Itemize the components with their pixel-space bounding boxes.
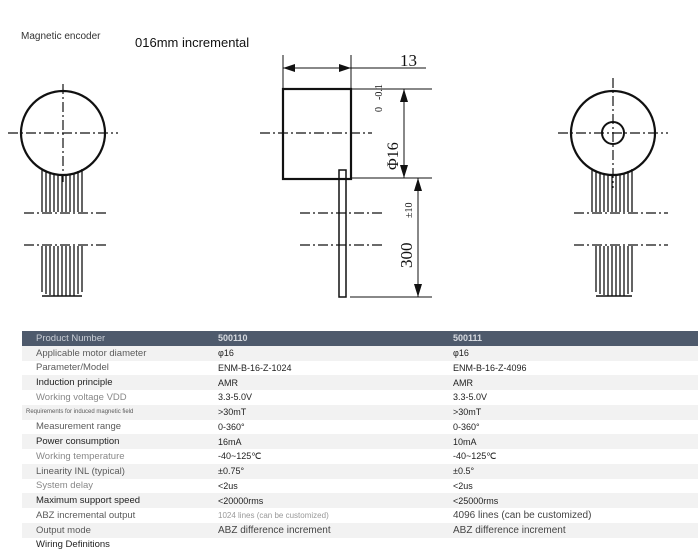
table-header-row xyxy=(22,331,698,346)
row-col1: 0-360° xyxy=(202,420,447,435)
row-label: Induction principle xyxy=(22,375,202,390)
row-col1: AMR xyxy=(202,375,447,390)
header-col2: 500111 xyxy=(447,331,698,346)
table-row xyxy=(22,464,698,479)
row-col2: ABZ difference increment xyxy=(447,523,698,538)
row-col2: ENM-B-16-Z-4096 xyxy=(447,361,698,376)
header-label: Product Number xyxy=(22,331,202,346)
row-col2: AMR xyxy=(447,375,698,390)
row-col2: ±0.5° xyxy=(447,464,698,479)
row-col1: >30mT xyxy=(202,405,447,420)
table-row xyxy=(22,508,698,523)
table-row xyxy=(22,420,698,435)
dim-cable-label: 300 xyxy=(397,243,416,269)
table-row xyxy=(22,361,698,376)
header-col1: 500110 xyxy=(202,331,447,346)
row-label: Parameter/Model xyxy=(22,361,202,376)
dim-tol-upper: 0 xyxy=(374,107,385,112)
row-label: Power consumption xyxy=(22,434,202,449)
dim-cable-tol: ±10 xyxy=(404,203,415,219)
table-row xyxy=(22,346,698,361)
left-view xyxy=(8,84,118,296)
row-label: Working temperature xyxy=(22,449,202,464)
row-label: Requirements for induced magnetic field xyxy=(22,405,202,420)
table-row xyxy=(22,523,698,538)
dimension-labels xyxy=(374,51,417,268)
small-title: Magnetic encoder xyxy=(21,31,101,42)
row-col1: ±0.75° xyxy=(202,464,447,479)
row-col2: 3.3-5.0V xyxy=(447,390,698,405)
row-label: Measurement range xyxy=(22,420,202,435)
table-row xyxy=(22,479,698,494)
row-col1: -40~125℃ xyxy=(202,449,447,464)
table-row xyxy=(22,449,698,464)
row-label: ABZ incremental output xyxy=(22,508,202,523)
row-col1: 3.3-5.0V xyxy=(202,390,447,405)
dim-width-label: 13 xyxy=(400,51,417,70)
row-label: Working voltage VDD xyxy=(22,390,202,405)
table-row xyxy=(22,493,698,508)
row-col1: <2us xyxy=(202,479,447,494)
row-col2: 4096 lines (can be customized) xyxy=(447,508,698,523)
table-row xyxy=(22,434,698,449)
row-col1: ENM-B-16-Z-1024 xyxy=(202,361,447,376)
main-title: 016mm incremental xyxy=(135,35,249,50)
row-col2: 0-360° xyxy=(447,420,698,435)
dim-tol-lower: -0.1 xyxy=(374,84,385,100)
row-col2: 10mA xyxy=(447,434,698,449)
row-col1: ABZ difference increment xyxy=(202,523,447,538)
table-row xyxy=(22,405,698,420)
table-row xyxy=(22,390,698,405)
row-label: Applicable motor diameter xyxy=(22,346,202,361)
row-col1: φ16 xyxy=(202,346,447,361)
row-label: Maximum support speed xyxy=(22,493,202,508)
row-label: Linearity INL (typical) xyxy=(22,464,202,479)
row-col1: 16mA xyxy=(202,434,447,449)
row-col2: <25000rms xyxy=(447,493,698,508)
spec-table xyxy=(22,331,698,552)
dim-diameter-label: Φ16 xyxy=(385,142,402,170)
row-col2: φ16 xyxy=(447,346,698,361)
row-col2: <2us xyxy=(447,479,698,494)
row-label: Wiring Definitions xyxy=(22,538,202,552)
row-col1: <20000rms xyxy=(202,493,447,508)
row-col2: -40~125℃ xyxy=(447,449,698,464)
row-col1: 1024 lines (can be customized) xyxy=(202,508,447,523)
row-col2: >30mT xyxy=(447,405,698,420)
table-row xyxy=(22,375,698,390)
right-view xyxy=(558,78,668,296)
row-label: Output mode xyxy=(22,523,202,538)
row-label: System delay xyxy=(22,479,202,494)
